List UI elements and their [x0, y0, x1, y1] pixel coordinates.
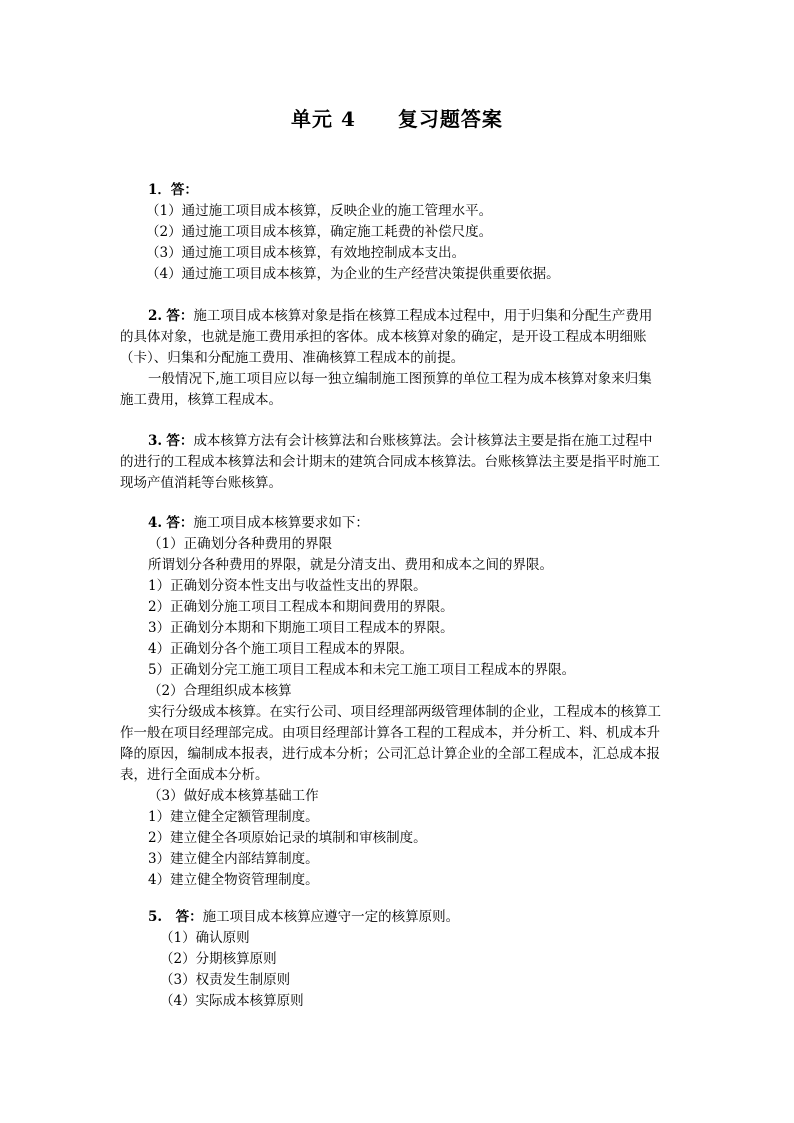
- q4-section-1-intro: 所谓划分各种费用的界限，就是分清支出、费用和成本之间的界限。: [148, 557, 553, 573]
- q1-item: （1）通过施工项目成本核算，反映企业的施工管理水平。: [146, 203, 493, 219]
- question-4-block: [120, 513, 676, 891]
- page-title: 单元 4 复习题答案: [291, 107, 503, 131]
- q2-line: 的具体对象，也就是施工费用承担的客体。成本核算对象的确定，是开设工程成本明细账: [120, 329, 647, 345]
- q2-answer-label: 答：: [166, 308, 194, 324]
- q1-answer-label: 答：: [170, 182, 198, 198]
- q4-section-2-line: 作一般在项目经理部完成。由项目经理部计算各工程的工程成本，并分析工、料、机成本升: [120, 725, 660, 741]
- q4-section-2-line: 降的原因，编制成本报表，进行成本分析；公司汇总计算企业的全部工程成本，汇总成本报: [120, 746, 660, 762]
- q4-answer-label: 答：: [166, 515, 194, 531]
- q4-section-3-item: 4）建立健全物资管理制度。: [148, 872, 319, 888]
- q4-section-1-item: 2）正确划分施工项目工程成本和期间费用的界限。: [148, 599, 454, 615]
- q3-number: 3.: [148, 433, 163, 449]
- question-3-block: [120, 431, 676, 494]
- q4-first-text: 施工项目成本核算要求如下：: [193, 515, 369, 531]
- question-1-block: [120, 180, 676, 285]
- q4-section-3-item: 2）建立健全各项原始记录的填制和审核制度。: [148, 830, 427, 846]
- q5-first-text: 施工项目成本核算应遵守一定的核算原则。: [202, 909, 460, 925]
- q4-section-2-heading: （2）合理组织成本核算: [148, 683, 292, 699]
- q5-first-line: [120, 907, 676, 928]
- q4-section-3-item: 1）建立健全定额管理制度。: [148, 809, 319, 825]
- q4-section-3-item: 3）建立健全内部结算制度。: [148, 851, 319, 867]
- q3-line: 现场产值消耗等台账核算。: [120, 475, 282, 491]
- question-2-block: [120, 306, 676, 411]
- q1-item: （3）通过施工项目成本核算，有效地控制成本支出。: [146, 245, 466, 261]
- q2-line: （卡）、归集和分配施工费用、准确核算工程成本的前提。: [120, 350, 465, 366]
- q2-para2-line: 一般情况下,施工项目应以每一独立编制施工图预算的单位工程为成本核算对象来归集: [148, 371, 652, 387]
- q5-item: （1）确认原则: [160, 930, 250, 946]
- q3-first-line: [120, 431, 676, 452]
- q2-first-text: 施工项目成本核算对象是指在核算工程成本过程中，用于归集和分配生产费用: [193, 308, 653, 324]
- q1-heading: [120, 180, 676, 201]
- q5-item: （4）实际成本核算原则: [160, 993, 304, 1009]
- q1-number: 1．: [148, 182, 171, 198]
- q5-item: （3）权责发生制原则: [160, 972, 291, 988]
- q4-section-2-line: 实行分级成本核算。在实行公司、项目经理部两级管理体制的企业，工程成本的核算工: [148, 704, 661, 720]
- q4-section-1-item: 1）正确划分资本性支出与收益性支出的界限。: [148, 578, 427, 594]
- q3-first-text: 成本核算方法有会计核算法和台账核算法。会计核算法主要是指在施工过程中: [193, 433, 653, 449]
- q4-section-1-item: 4）正确划分各个施工项目工程成本的界限。: [148, 641, 414, 657]
- q2-first-line: [120, 306, 676, 327]
- q2-para2-line: 施工费用，核算工程成本。: [120, 392, 282, 408]
- q2-number: 2.: [148, 308, 163, 324]
- q3-answer-label: 答：: [166, 433, 194, 449]
- q4-section-1-item: 3）正确划分本期和下期施工项目工程成本的界限。: [148, 620, 454, 636]
- q4-section-1-item: 5）正确划分完工施工项目工程成本和未完工施工项目工程成本的界限。: [148, 662, 576, 678]
- q5-number: 5.: [148, 909, 176, 925]
- q4-section-3-heading: （3）做好成本核算基础工作: [148, 788, 319, 804]
- q3-line: 的进行的工程成本核算法和会计期末的建筑合同成本核算法。台账核算法主要是指平时施工: [120, 454, 660, 470]
- q5-item: （2）分期核算原则: [160, 951, 277, 967]
- q4-number: 4.: [148, 515, 163, 531]
- q1-item: （2）通过施工项目成本核算，确定施工耗费的补偿尺度。: [146, 224, 493, 240]
- q5-answer-label: 答：: [175, 909, 203, 925]
- q4-section-1-heading: （1）正确划分各种费用的界限: [148, 536, 333, 552]
- q1-item: （4）通过施工项目成本核算，为企业的生产经营决策提供重要依据。: [146, 266, 560, 282]
- q4-first-line: [120, 513, 676, 534]
- question-5-block: [120, 907, 676, 1012]
- q4-section-2-line: 表，进行全面成本分析。: [120, 767, 269, 783]
